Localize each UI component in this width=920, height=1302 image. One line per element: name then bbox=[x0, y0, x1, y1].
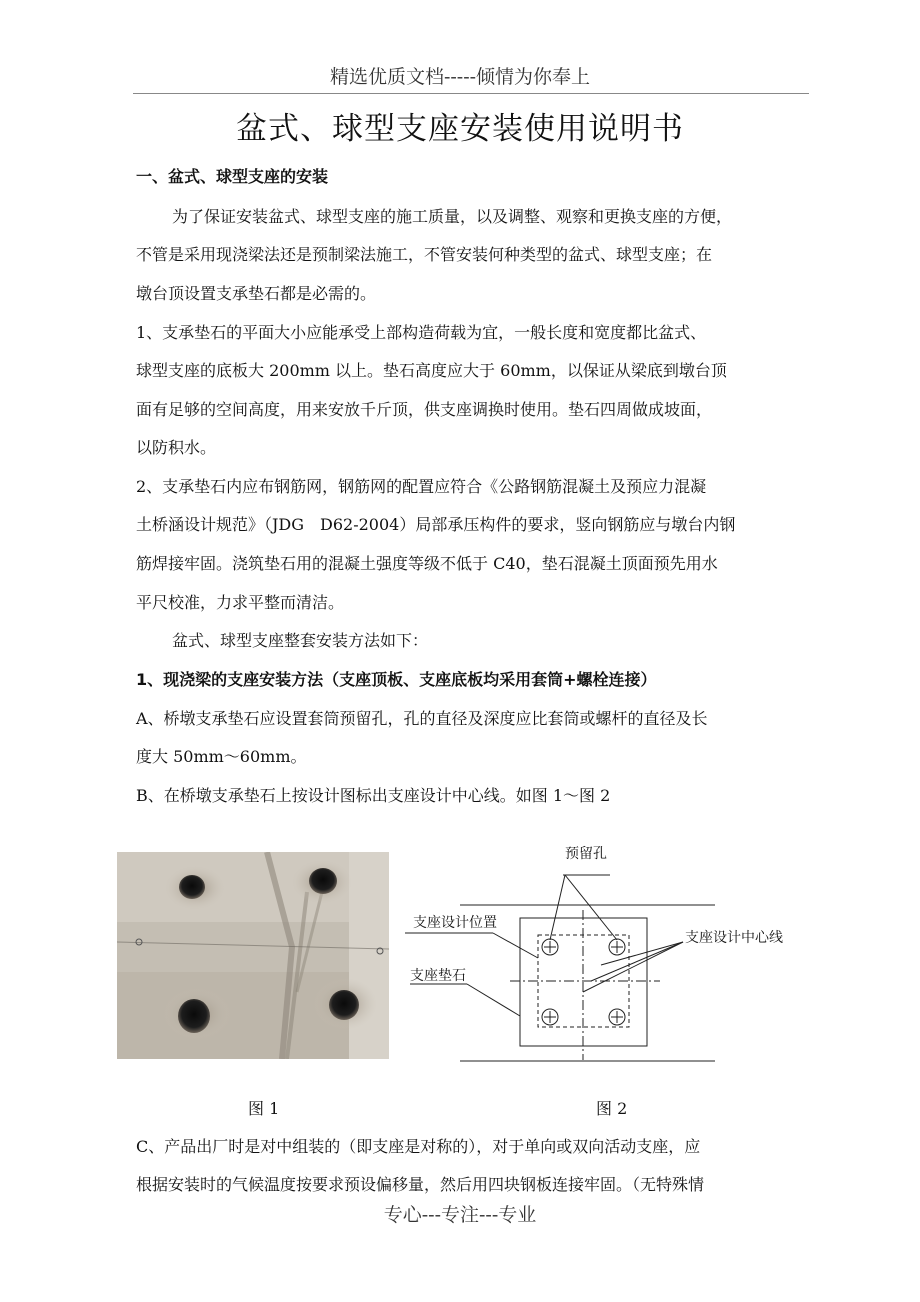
paragraph-line: 2、支承垫石内应布钢筋网，钢筋网的配置应符合《公路钢筋混凝土及预应力混凝 bbox=[136, 477, 707, 496]
label-bearing-position: 支座设计位置 bbox=[413, 915, 497, 931]
bearing-layout-diagram bbox=[405, 830, 785, 1070]
paragraph-line: A、桥墩支承垫石应设置套筒预留孔，孔的直径及深度应比套筒或螺杆的直径及长 bbox=[136, 709, 708, 728]
bearing-pad-photo bbox=[117, 852, 389, 1059]
paragraph-line: 1、支承垫石的平面大小应能承受上部构造荷载为宜，一般长度和宽度都比盆式、 bbox=[136, 323, 707, 342]
label-centerline: 支座设计中心线 bbox=[685, 930, 783, 946]
paragraph-line: 平尺校准，力求平整而清洁。 bbox=[136, 593, 345, 612]
paragraph-line: 土桥涵设计规范》（JDG D62-2004）局部承压构件的要求，竖向钢筋应与墩台内钢 bbox=[136, 515, 736, 534]
header-rule bbox=[133, 93, 809, 94]
paragraph-line: 筋焊接牢固。浇筑垫石用的混凝土强度等级不低于 C40，垫石混凝土顶面预先用水 bbox=[136, 554, 718, 573]
paragraph-line: 度大 50mm～60mm。 bbox=[136, 747, 307, 766]
label-bearing-pad: 支座垫石 bbox=[410, 968, 466, 984]
figure2-caption: 图 2 bbox=[596, 1099, 628, 1118]
paragraph-line: 球型支座的底板大 200mm 以上。垫石高度应大于 60mm，以保证从梁底到墩台顶 bbox=[136, 361, 727, 380]
section-heading: 一、盆式、球型支座的安装 bbox=[136, 167, 329, 186]
label-reserved-hole: 预留孔 bbox=[565, 846, 607, 862]
paragraph-line: 根据安装时的气候温度按要求预设偏移量，然后用四块钢板连接牢固。（无特殊情 bbox=[136, 1175, 705, 1194]
paragraph-line: 面有足够的空间高度，用来安放千斤顶，供支座调换时使用。垫石四周做成坡面， bbox=[136, 400, 713, 419]
paragraph-line: 不管是采用现浇梁法还是预制梁法施工，不管安装何种类型的盆式、球型支座；在 bbox=[136, 245, 713, 264]
paragraph-line: 为了保证安装盆式、球型支座的施工质量，以及调整、观察和更换支座的方便， bbox=[172, 207, 733, 226]
subsection-heading: 1、现浇梁的支座安装方法（支座顶板、支座底板均采用套筒+螺栓连接） bbox=[136, 670, 657, 689]
page-footer: 专心---专注---专业 bbox=[383, 1204, 537, 1226]
page-header: 精选优质文档-----倾情为你奉上 bbox=[329, 66, 591, 88]
paragraph-line: 盆式、球型支座整套安装方法如下： bbox=[172, 631, 429, 650]
paragraph-line: B、在桥墩支承垫石上按设计图标出支座设计中心线。如图 1～图 2 bbox=[136, 786, 611, 805]
paragraph-line: C、产品出厂时是对中组装的（即支座是对称的），对于单向或双向活动支座，应 bbox=[136, 1137, 701, 1156]
figure1-caption: 图 1 bbox=[248, 1099, 280, 1118]
paragraph-line: 墩台顶设置支承垫石都是必需的。 bbox=[136, 284, 377, 303]
paragraph-line: 以防积水。 bbox=[136, 438, 217, 457]
document-title: 盆式、球型支座安装使用说明书 bbox=[236, 111, 684, 147]
